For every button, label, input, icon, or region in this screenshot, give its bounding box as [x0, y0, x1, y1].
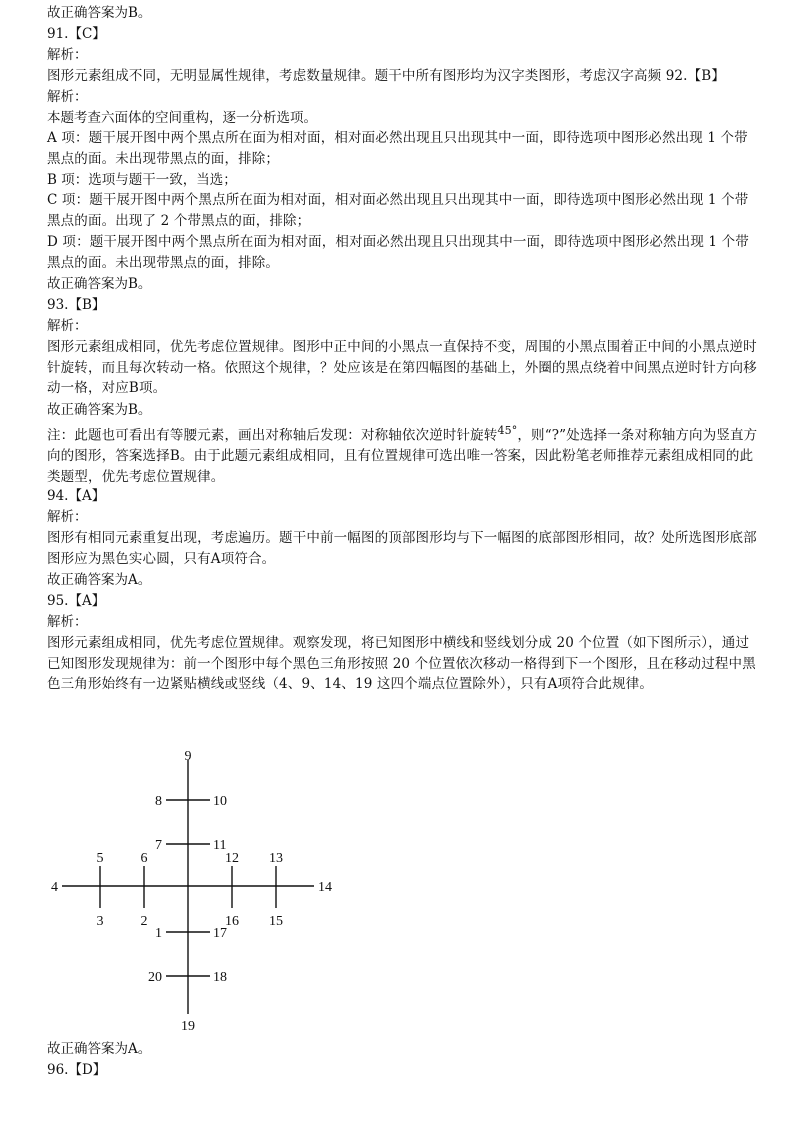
- question-number: 94.【A】: [47, 488, 106, 504]
- position-label: 15: [269, 914, 283, 929]
- analysis-heading: 解析：: [47, 47, 88, 63]
- position-label: 12: [225, 851, 239, 866]
- position-label: 7: [155, 838, 162, 853]
- paragraph: 图形元素组成相同，优先考虑位置规律。观察发现，将已知图形中横线和竖线划分成 20 个位置（如下图所示），通过已知图形发现规律为：前一个图形中每个黑色三角形按照 20 个位置依次移动一格得到下一个图形，且在移动过程中黑色三角形始终有一边紧贴横线或竖线（4、9、14、19 这四个端点位置除外），只有A项符合此规律。: [47, 635, 756, 692]
- analysis-heading: 解析：: [47, 89, 88, 105]
- angle-value: 45°: [497, 424, 518, 437]
- position-label: 11: [213, 838, 227, 853]
- position-label: 4: [51, 880, 58, 895]
- position-label: 6: [140, 851, 148, 866]
- position-label: 5: [96, 851, 104, 866]
- position-label: 1: [155, 926, 162, 941]
- position-label: 9: [184, 749, 192, 764]
- note-text: ，则“?”处选择一条对称轴方向为竖直方向的图形，答案选择B。由于此题元素组成相同，且有位置规律可选出唯一答案，因此粉笔老师推荐元素组成相同的此类题型，优先考虑位置规律。: [47, 427, 758, 485]
- position-label: 3: [96, 914, 104, 929]
- position-label: 17: [213, 926, 227, 941]
- question-number: 91.【C】: [47, 26, 106, 42]
- paragraph: 本题考查六面体的空间重构，逐一分析选项。: [47, 110, 317, 126]
- analysis-heading: 解析：: [47, 509, 88, 525]
- position-label: 13: [269, 851, 283, 866]
- position-label: 2: [140, 914, 148, 929]
- answer-line: 故正确答案为B。: [47, 276, 152, 292]
- option-b-analysis: B 项：选项与题干一致，当选；: [47, 172, 237, 188]
- position-label: 14: [318, 880, 332, 895]
- position-label: 20: [148, 970, 162, 985]
- option-c-analysis: C 项：题干展开图中两个黑点所在面为相对面，相对面必然出现且只出现其中一面，即待选项中图形必然出现 1 个带黑点的面。出现了 2 个带黑点的面，排除；: [47, 192, 749, 229]
- position-label: 10: [213, 794, 227, 809]
- position-label: 18: [213, 970, 227, 985]
- position-cross-diagram: [50, 748, 340, 1034]
- note-text: 注：此题也可看出有等腰元素，画出对称轴后发现：对称轴依次逆时针旋转: [47, 427, 498, 444]
- answer-line: 故正确答案为B。: [47, 402, 152, 418]
- position-label: 8: [155, 794, 162, 809]
- note-paragraph: [47, 421, 759, 487]
- analysis-heading: 解析：: [47, 614, 88, 630]
- paragraph: 图形元素组成相同，优先考虑位置规律。图形中正中间的小黑点一直保持不变，周围的小黑点围着正中间的小黑点逆时针旋转，而且每次转动一格。依照这个规律，？处应该是在第四幅图的基础上，外圈的黑点绕着中间黑点逆时针方向移动一格，对应B项。: [47, 339, 757, 396]
- analysis-heading: 解析：: [47, 318, 88, 334]
- answer-line: 故正确答案为A。: [47, 1041, 152, 1057]
- question-number: 93.【B】: [47, 297, 106, 313]
- answer-line: 故正确答案为B。: [47, 5, 152, 21]
- answer-line: 故正确答案为A。: [47, 572, 152, 588]
- position-label: 19: [181, 1019, 195, 1034]
- paragraph: 图形有相同元素重复出现，考虑遍历。题干中前一幅图的顶部图形均与下一幅图的底部图形相同，故？处所选图形底部图形应为黑色实心圆，只有A项符合。: [47, 530, 757, 567]
- option-d-analysis: D 项：题干展开图中两个黑点所在面为相对面，相对面必然出现且只出现其中一面，即待选项中图形必然出现 1 个带黑点的面。未出现带黑点的面，排除。: [47, 234, 749, 271]
- question-number: 95.【A】: [47, 593, 106, 609]
- question-number: 96.【D】: [47, 1062, 107, 1078]
- option-a-analysis: A 项：题干展开图中两个黑点所在面为相对面，相对面必然出现且只出现其中一面，即待选项中图形必然出现 1 个带黑点的面。未出现带黑点的面，排除；: [47, 130, 748, 167]
- position-label: 16: [225, 914, 239, 929]
- paragraph: 图形元素组成不同，无明显属性规律，考虑数量规律。题干中所有图形均为汉字类图形，考虑汉字高频 92.【B】: [47, 68, 725, 84]
